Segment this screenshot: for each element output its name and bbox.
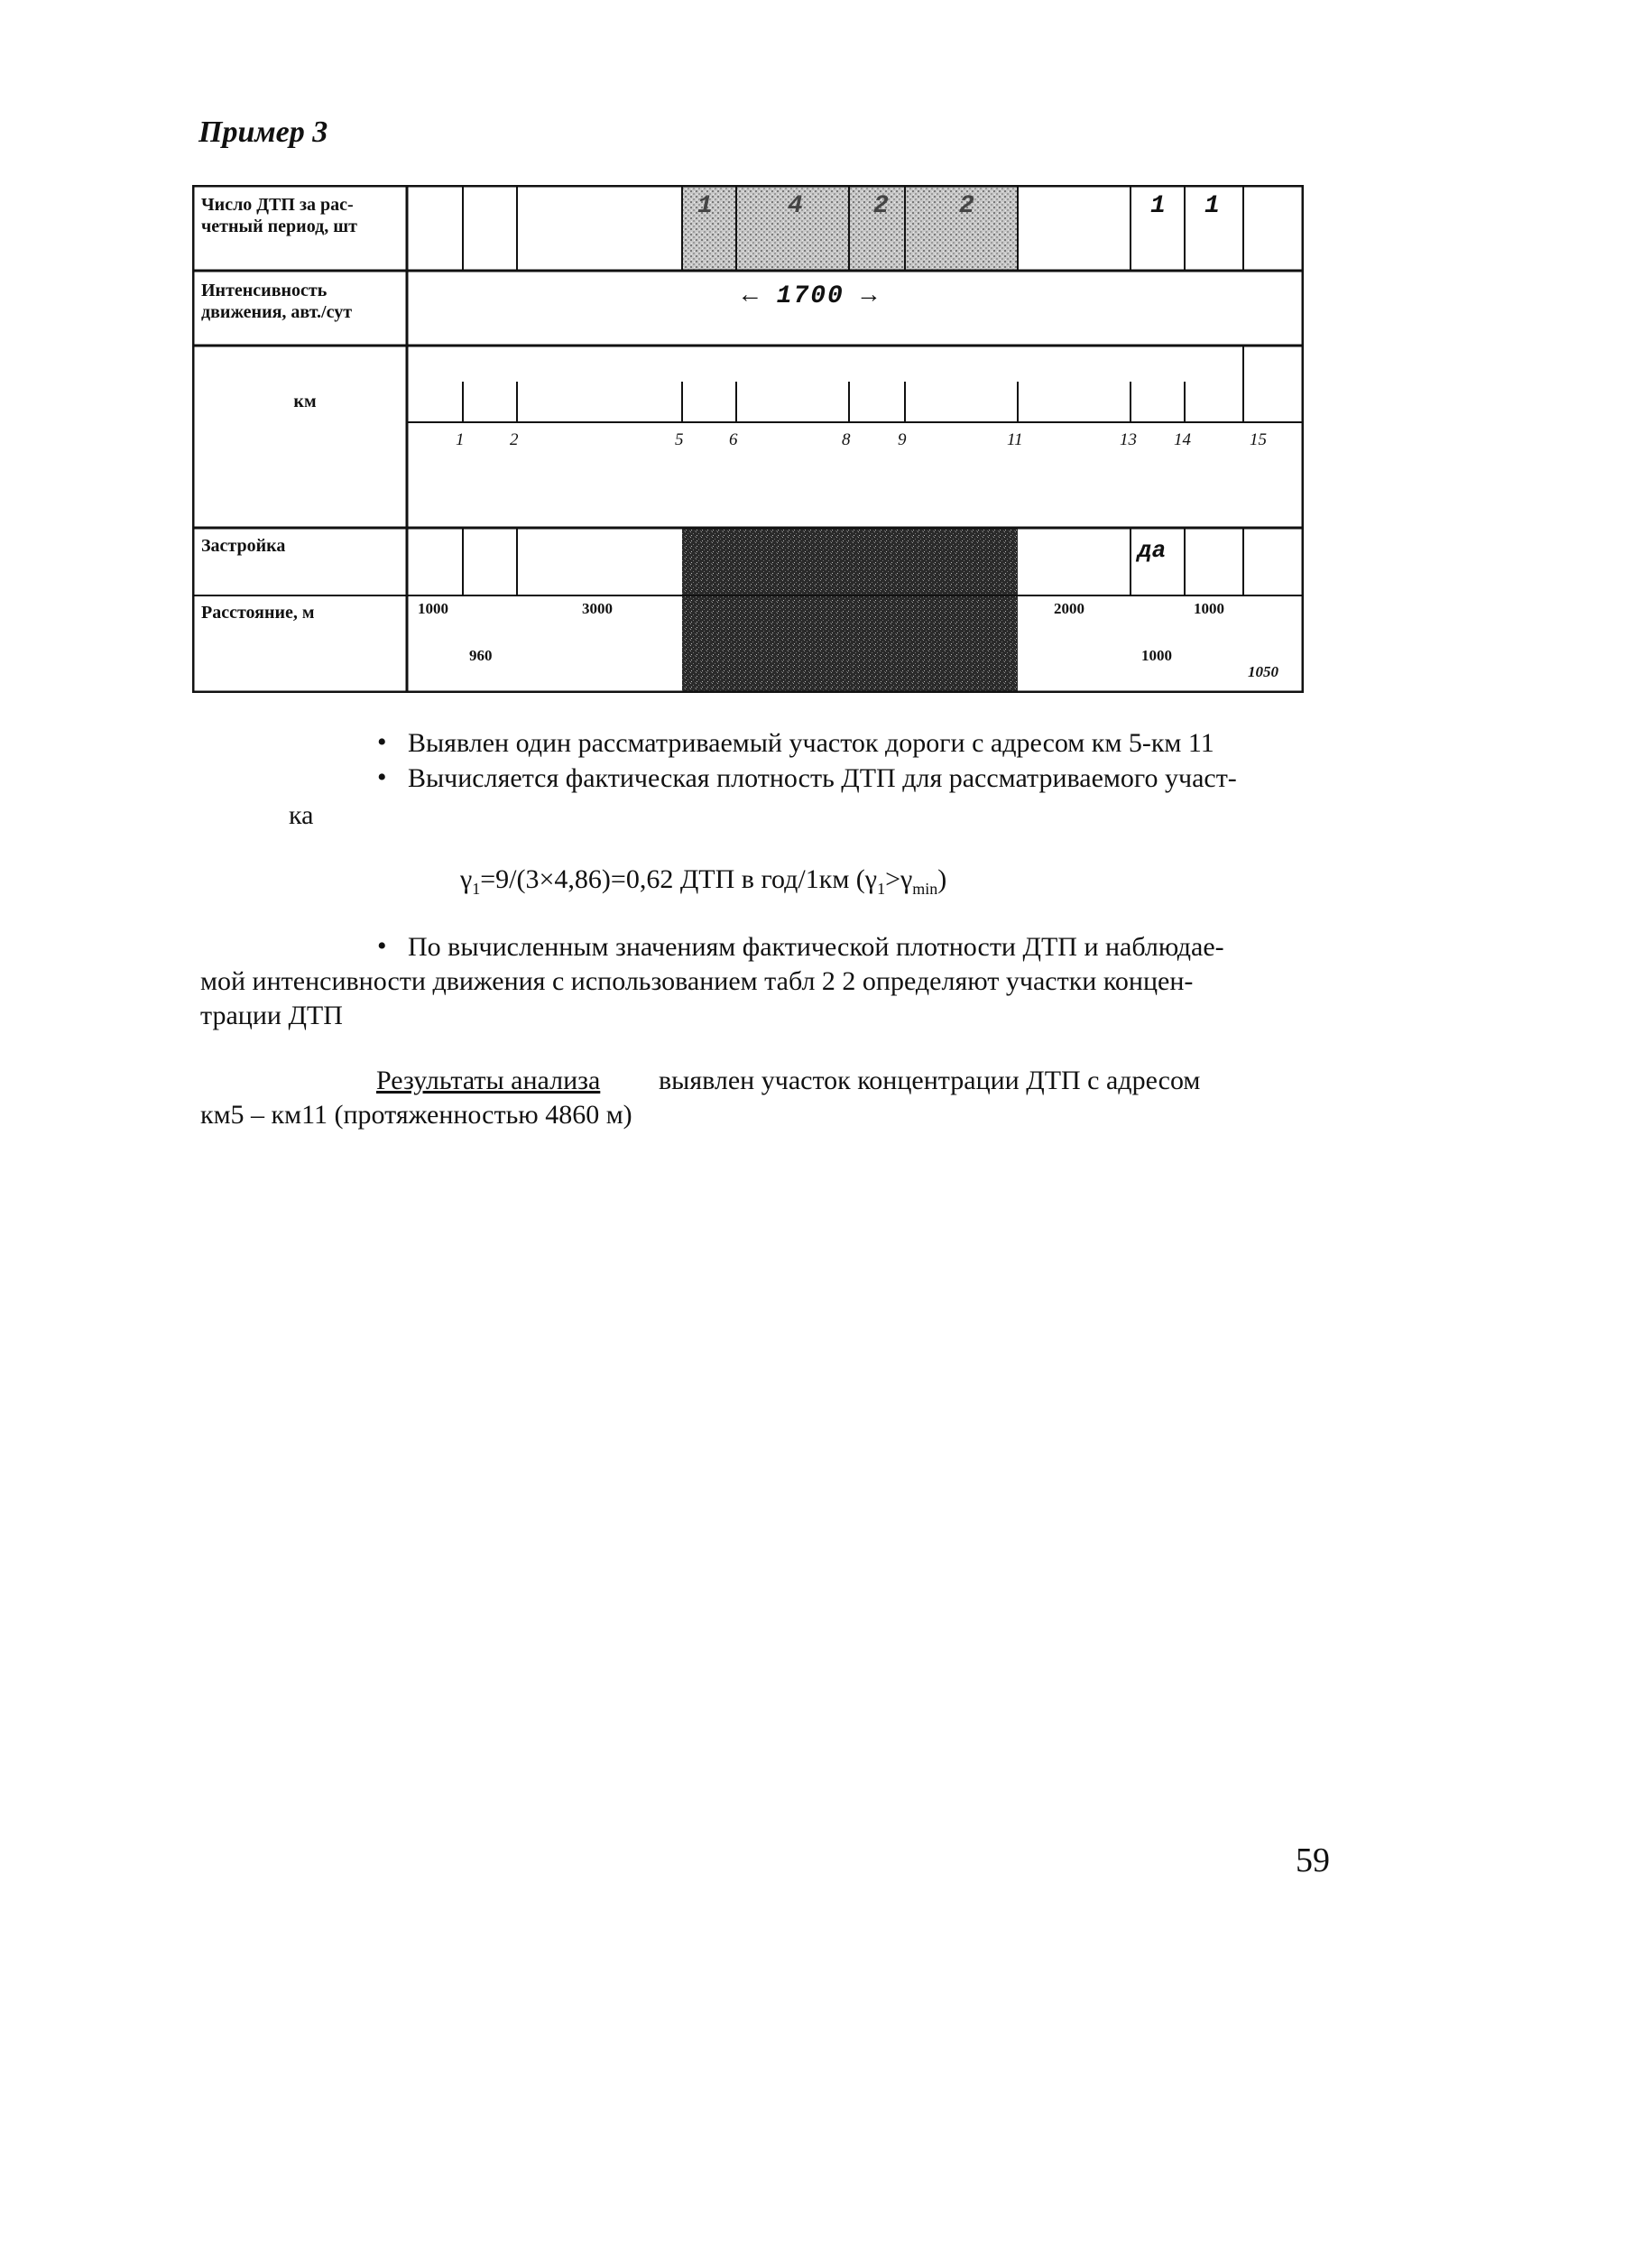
- km-mark: 8: [842, 430, 851, 449]
- bullet-text-continued: ка: [289, 800, 314, 830]
- accident-diagram: [192, 185, 1304, 693]
- example-heading: Пример 3: [198, 115, 328, 149]
- distance-value: 960: [469, 647, 493, 664]
- row-label-accidents: Число ДТП за рас-четный период, шт: [201, 195, 357, 236]
- intensity-value: ← 1700 →: [743, 282, 879, 310]
- km-mark: 5: [675, 430, 684, 449]
- km-mark: 6: [729, 430, 738, 449]
- distance-value: 1000: [1141, 647, 1172, 664]
- distance-value: 3000: [582, 600, 613, 617]
- result-text: выявлен участок концентрации ДТП с адресом: [659, 1066, 1201, 1095]
- buildings-value: да: [1138, 537, 1167, 564]
- km-mark: 1: [456, 430, 465, 449]
- km-mark: 11: [1007, 430, 1023, 449]
- accident-count: 1: [697, 192, 713, 220]
- distance-value: 1000: [1194, 600, 1224, 617]
- row-label-distance: Расстояние, м: [201, 603, 315, 623]
- result-text-continued: км5 – км11 (протяженностью 4860 м): [200, 1100, 632, 1130]
- paragraph-line: По вычисленным значениям фактической плотности ДТП и наблюдае-: [408, 932, 1224, 962]
- result-label: Результаты анализа: [376, 1066, 601, 1095]
- distance-value: 1000: [418, 600, 448, 617]
- row-label-intensity: Интенсивность движения, авт./сут: [201, 281, 353, 322]
- bullet-marker: •: [377, 762, 387, 792]
- buildings-shade: [682, 528, 1018, 693]
- paragraph-line: трации ДТП: [200, 1001, 343, 1030]
- accident-count: 2: [959, 192, 974, 220]
- accident-count: 1: [1204, 192, 1220, 220]
- bullet-text: Вычисляется фактическая плотность ДТП для рассматриваемого участ-: [408, 763, 1237, 793]
- paragraph-line: мой интенсивности движения с использованием табл 2 2 определяют участки концен-: [200, 966, 1194, 996]
- km-mark: 9: [898, 430, 907, 449]
- distance-value: 2000: [1054, 600, 1084, 617]
- accident-count: 2: [873, 192, 889, 220]
- km-mark: 15: [1250, 430, 1267, 449]
- page-number: 59: [1296, 1841, 1330, 1879]
- bullet-marker: •: [377, 727, 387, 757]
- row-label-km: км: [293, 392, 317, 411]
- density-formula: $\gamma_1=9/(3\times 4,86)=0,62$ ДТП в год/1км $(\gamma_1>\gamma_{min})$: [460, 864, 947, 898]
- bullet-text: Выявлен один рассматриваемый участок дороги с адресом км 5-км 11: [408, 728, 1214, 758]
- km-mark: 13: [1120, 430, 1137, 449]
- km-mark: 2: [510, 430, 519, 449]
- row-label-buildings: Застройка: [201, 536, 286, 556]
- bullet-marker: •: [377, 931, 387, 961]
- accident-count: 1: [1150, 192, 1166, 220]
- accident-count: 4: [788, 192, 803, 220]
- distance-value: 1050: [1248, 663, 1278, 680]
- km-mark: 14: [1174, 430, 1191, 449]
